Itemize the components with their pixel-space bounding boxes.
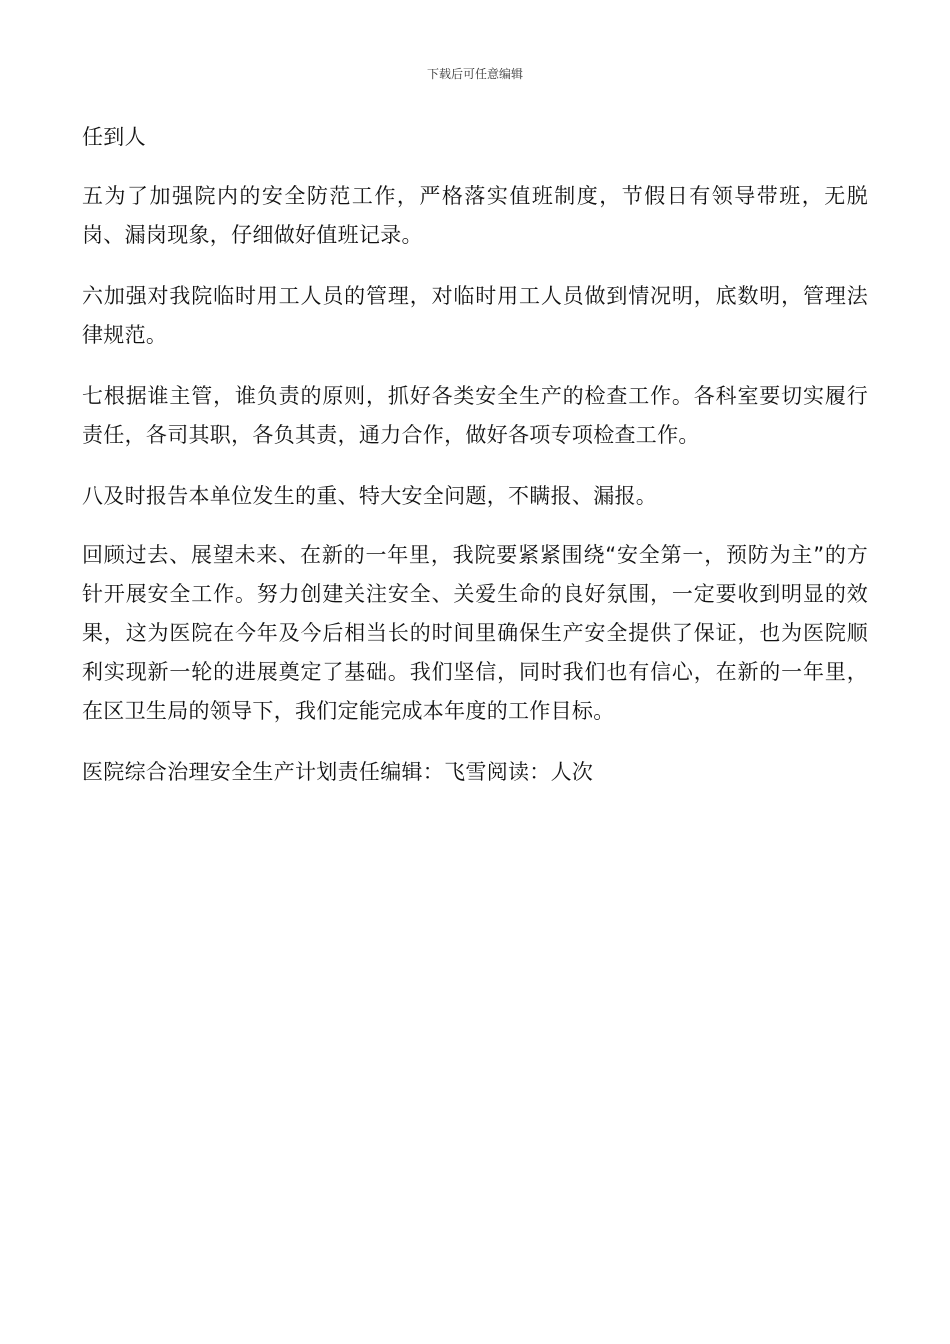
paragraph-item-6: 六加强对我院临时用工人员的管理，对临时用工人员做到情况明，底数明，管理法律规范。 (82, 284, 868, 347)
paragraph-item-5: 五为了加强院内的安全防范工作，严格落实值班制度，节假日有领导带班，无脱岗、漏岗现象，仔细做好值班记录。 (82, 184, 868, 247)
paragraph-item-7: 七根据谁主管，谁负责的原则，抓好各类安全生产的检查工作。各科室要切实履行责任，各司其职，各负其责，通力合作，做好各项专项检查工作。 (82, 384, 868, 447)
paragraph-conclusion: 回顾过去、展望未来、在新的一年里，我院要紧紧围绕“安全第一，预防为主”的方针开展安全工作。努力创建关注安全、关爱生命的良好氛围，一定要收到明显的效果，这为医院在今年及今后相当长的时间里确保生产安全提供了保证，也为医院顺利实现新一轮的进展奠定了基础。我们坚信，同时我们也有信心，在新的一年里，在区卫生局的领导下，我们定能完成本年度的工作目标。 (82, 543, 868, 723)
document-body (82, 118, 868, 814)
paragraph-item-8: 八及时报告本单位发生的重、特大安全问题，不瞒报、漏报。 (82, 484, 658, 508)
page-header-note: 下载后可任意编辑 (426, 67, 523, 81)
paragraph-footer-meta: 医院综合治理安全生产计划责任编辑：飞雪阅读：人次 (82, 760, 594, 784)
paragraph-continuation: 任到人 (82, 125, 146, 149)
